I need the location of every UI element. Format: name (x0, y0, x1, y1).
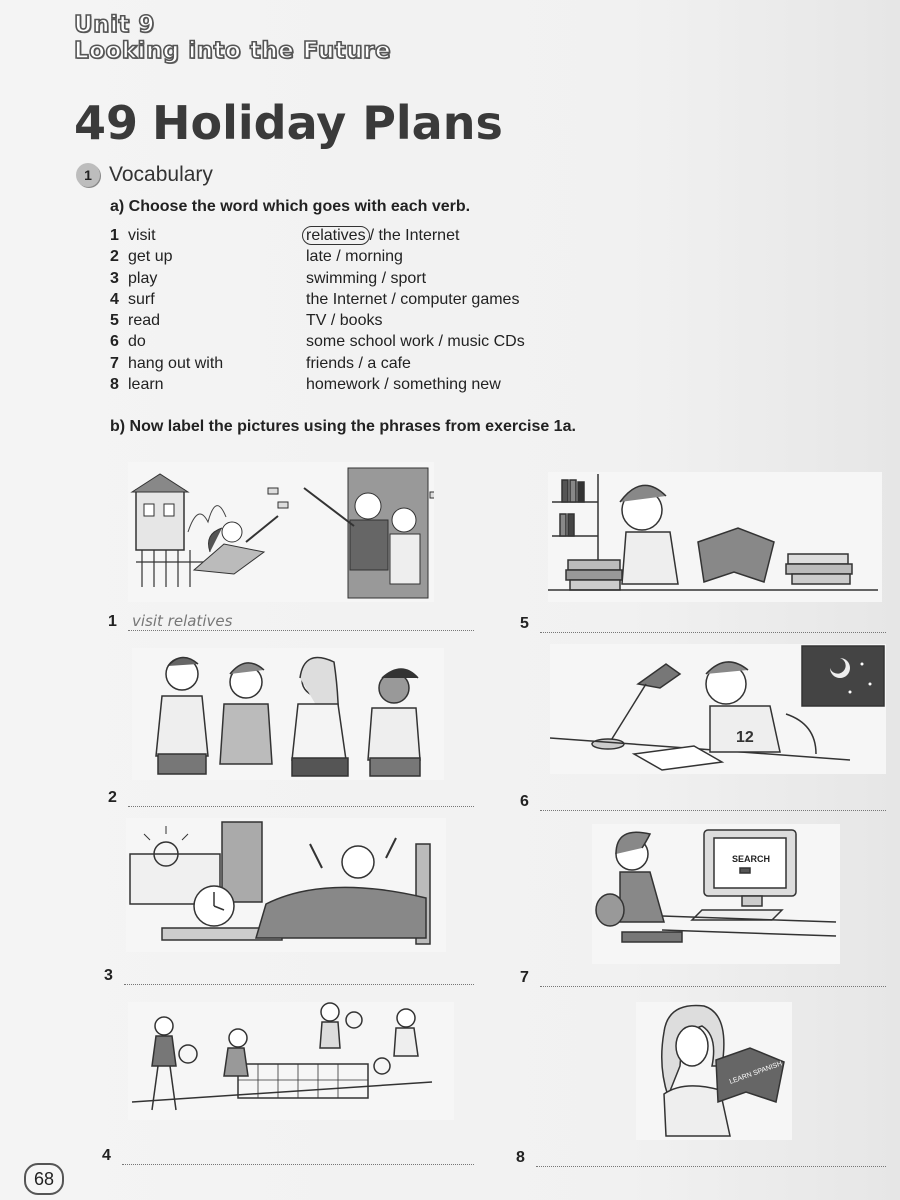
answer-number: 5 (520, 615, 529, 632)
vocabulary-list (110, 225, 525, 395)
svg-text:12: 12 (736, 729, 754, 746)
section-number-badge: 1 (76, 163, 100, 187)
options-text: homework / something new (306, 376, 501, 394)
answer-number: 6 (520, 793, 529, 810)
verb: read (128, 312, 161, 330)
section-label: Vocabulary (109, 163, 213, 186)
answer-number: 2 (108, 789, 117, 806)
answer-field[interactable] (540, 792, 886, 811)
answer-field[interactable] (124, 966, 474, 985)
exercise-b-instruction: b) Now label the pictures using the phrases from exercise 1a. (110, 418, 576, 435)
answer-field[interactable] (122, 1146, 474, 1165)
vocab-row (110, 268, 525, 289)
unit-title: Looking into the Future (74, 38, 392, 64)
vocab-row (110, 310, 525, 331)
vocab-row (110, 353, 525, 374)
answer-number: 4 (102, 1147, 111, 1164)
unit-header (74, 12, 391, 64)
verb: get up (128, 248, 173, 266)
answer-number: 3 (104, 967, 113, 984)
item-number: 6 (110, 333, 119, 351)
verb: do (128, 333, 146, 351)
item-number: 5 (110, 312, 119, 330)
options (306, 225, 459, 246)
page-title (74, 96, 503, 150)
answer-row-5 (520, 614, 886, 633)
exercise-a-instruction: a) Choose the word which goes with each verb. (110, 198, 471, 215)
vocab-row (110, 246, 525, 267)
item-number: 2 (110, 248, 119, 266)
lesson-number: 49 (74, 96, 139, 150)
lesson-title: Holiday Plans (152, 96, 503, 150)
options-text: / the Internet (369, 227, 460, 244)
page-number: 68 (24, 1163, 64, 1195)
answer-row-3 (104, 966, 474, 985)
picture-read-books (548, 472, 882, 602)
circled-answer: relatives (302, 226, 370, 245)
verb: visit (128, 227, 156, 244)
options-text: TV / books (306, 312, 383, 330)
answer-field[interactable] (540, 968, 886, 987)
item-number: 8 (110, 376, 119, 394)
picture-get-up-late (126, 818, 446, 952)
verb: hang out with (128, 354, 224, 372)
picture-do-school-work (550, 644, 886, 774)
verb: surf (128, 290, 155, 308)
options-text: friends / a cafe (306, 354, 411, 372)
picture-hang-out-with-friends (132, 648, 444, 780)
book-cover-text: LEARN SPANISH (728, 1060, 784, 1086)
screen-text: SEARCH (732, 854, 771, 864)
vocab-row (110, 225, 525, 246)
answer-row-8 (516, 1148, 886, 1167)
answer-field[interactable] (540, 614, 886, 633)
options-text: swimming / sport (306, 269, 427, 287)
section-heading (76, 163, 213, 187)
verb: play (128, 269, 158, 287)
answer-row-2 (108, 788, 474, 807)
item-number: 1 (110, 227, 119, 244)
answer-number: 7 (520, 969, 529, 986)
answer-number: 1 (108, 613, 117, 630)
item-number: 3 (110, 269, 119, 287)
answer-field[interactable] (128, 788, 474, 807)
vocab-row (110, 374, 525, 395)
answer-number: 8 (516, 1149, 525, 1166)
options-text: late / morning (306, 248, 403, 266)
item-number: 4 (110, 290, 119, 308)
picture-surf-the-internet (592, 824, 840, 964)
unit-label: Unit 9 (74, 12, 155, 38)
picture-play-sport (128, 1002, 454, 1120)
vocab-row (110, 289, 525, 310)
answer-row-6 (520, 792, 886, 811)
answer-row-4 (102, 1146, 474, 1165)
options-text: the Internet / computer games (306, 290, 520, 308)
answer-row-1 (108, 612, 474, 631)
answer-row-7 (520, 968, 886, 987)
picture-visit-relatives (128, 462, 434, 602)
answer-field[interactable] (536, 1148, 886, 1167)
item-number: 7 (110, 354, 119, 372)
picture-learn-something-new (636, 1002, 792, 1140)
answer-field[interactable]: visit relatives (128, 612, 474, 631)
verb: learn (128, 376, 164, 394)
vocab-row (110, 331, 525, 352)
options-text: some school work / music CDs (306, 333, 525, 351)
